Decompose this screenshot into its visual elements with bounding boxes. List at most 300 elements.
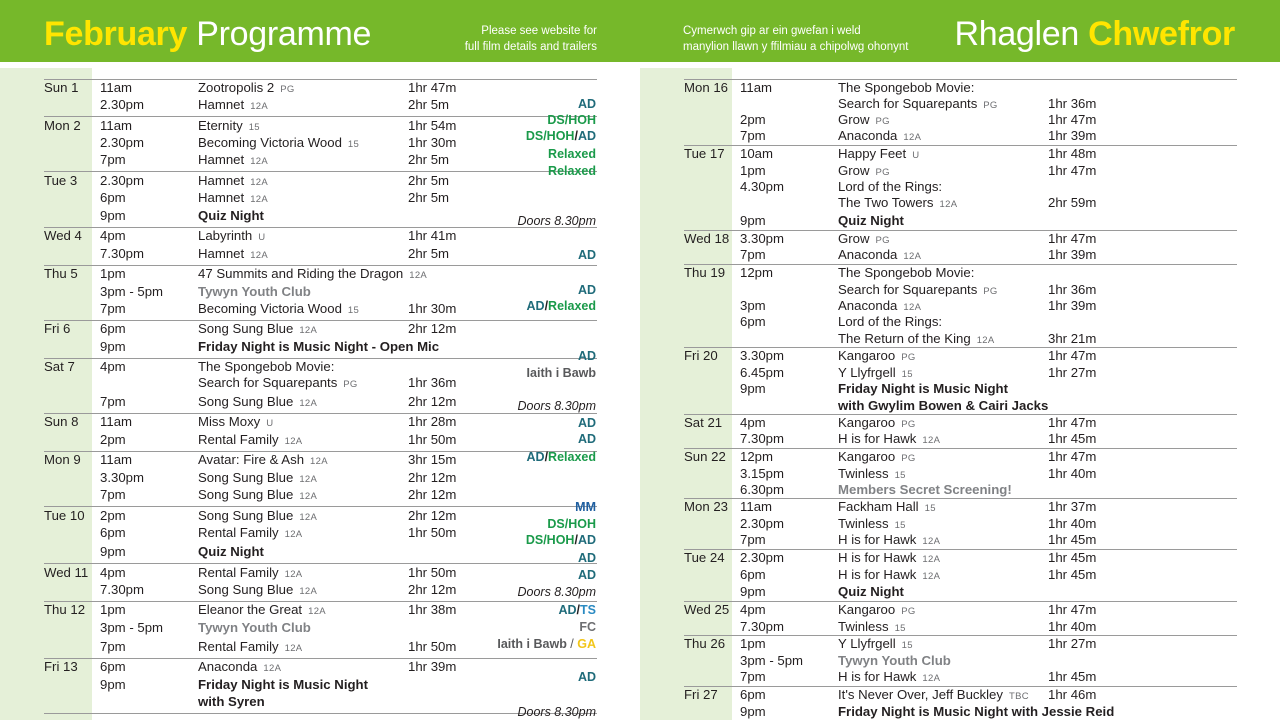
film-name: Search for Squarepants <box>838 96 978 111</box>
day-label: Sun 22 <box>684 449 726 464</box>
day-separator <box>684 635 1237 636</box>
film-name: Friday Night is Music Night <box>198 677 368 692</box>
event-title <box>838 213 904 229</box>
film-title <box>838 195 957 213</box>
day-separator <box>684 414 1237 415</box>
film-name: Becoming Victoria Wood <box>198 135 342 150</box>
tag-ds-hoh: DS/HOH <box>525 533 575 547</box>
age-rating-badge: PG <box>901 606 916 617</box>
age-rating-badge: PG <box>280 84 295 95</box>
film-name: Twinless <box>838 466 889 481</box>
day-label: Thu 5 <box>44 266 78 281</box>
event-title <box>838 398 1048 414</box>
film-name: The Spongebob Movie: <box>838 265 975 280</box>
day-label: Thu 19 <box>684 265 726 280</box>
tag-: / <box>574 129 578 143</box>
age-rating-badge: 12A <box>922 435 941 446</box>
screening-time: 6.45pm <box>740 365 784 380</box>
film-name: Tywyn Youth Club <box>838 653 951 668</box>
runtime: 2hr 5m <box>408 190 450 205</box>
screening-time: 1pm <box>100 602 126 617</box>
film-name: Miss Moxy <box>198 414 261 429</box>
screening-time: 1pm <box>740 163 766 178</box>
accessibility-tags <box>527 298 597 314</box>
screening-time: 4pm <box>740 415 766 430</box>
screening-time: 11am <box>100 80 133 95</box>
accessibility-tags <box>579 619 596 635</box>
screening-time: 2pm <box>100 432 126 447</box>
screening-time: 11am <box>100 414 133 429</box>
accessibility-tags <box>578 348 596 364</box>
runtime: 1hr 39m <box>408 659 457 674</box>
screening-time: 9pm <box>740 213 766 228</box>
age-rating-badge: PG <box>343 379 358 390</box>
runtime: 1hr 45m <box>1048 567 1097 582</box>
film-title <box>838 128 921 146</box>
film-name: Friday Night is Music Night - Open Mic <box>198 339 440 354</box>
age-rating-badge: 12A <box>250 194 268 205</box>
screening-time: 6pm <box>740 314 766 329</box>
film-name: Kangaroo <box>838 602 896 617</box>
age-rating-badge: 12A <box>299 325 318 336</box>
screening-time: 2.30pm <box>100 173 144 188</box>
age-rating-badge: 12A <box>263 663 282 674</box>
runtime: 1hr 41m <box>408 228 457 243</box>
website-note-line: manylion llawn y ffilmiau a chipolwg ohonynt <box>683 40 909 53</box>
film-name: Rental Family <box>198 432 279 447</box>
film-name: Song Sung Blue <box>198 321 294 336</box>
film-name: Anaconda <box>838 128 898 143</box>
day-label: Mon 2 <box>44 118 81 133</box>
tag-relaxed: Relaxed <box>548 299 596 313</box>
screening-time: 3pm - 5pm <box>100 284 164 299</box>
tag-ad: AD <box>577 129 596 143</box>
tag-ds-hoh: DS/HOH <box>547 517 596 531</box>
tag-relaxed: Relaxed <box>548 450 596 464</box>
age-rating-badge: 12A <box>250 156 268 167</box>
age-rating-badge: 12A <box>903 302 922 313</box>
tag-relaxed: Relaxed <box>548 147 596 161</box>
tag-ad: AD <box>526 450 545 464</box>
day-label: Mon 16 <box>684 80 728 95</box>
screening-time: 2.30pm <box>740 516 784 531</box>
film-name: The Spongebob Movie: <box>198 359 335 374</box>
event-title <box>838 482 1012 498</box>
screening-time: 9pm <box>100 208 126 223</box>
runtime: 2hr 12m <box>408 321 457 336</box>
screening-time: 7.30pm <box>100 582 144 597</box>
day-label: Tue 3 <box>44 173 78 188</box>
screening-time: 6pm <box>100 321 126 336</box>
tag-relaxed: Relaxed <box>548 164 596 178</box>
day-label: Tue 17 <box>684 146 725 161</box>
accessibility-tags <box>548 163 596 179</box>
day-label: Fri 13 <box>44 659 78 674</box>
runtime: 2hr 59m <box>1048 195 1097 210</box>
film-title <box>838 550 940 568</box>
screening-time: 9pm <box>740 381 766 396</box>
day-label: Thu 26 <box>684 636 726 651</box>
screening-time: 1pm <box>100 266 126 281</box>
screening-time: 2.30pm <box>740 550 784 565</box>
film-name: Twinless <box>838 619 889 634</box>
screening-time: 3.30pm <box>100 470 144 485</box>
film-name: Eternity <box>198 118 243 133</box>
event-title <box>838 381 1008 397</box>
age-rating-badge: 12A <box>308 606 326 617</box>
runtime: 2hr 12m <box>408 470 457 485</box>
screening-time: 4pm <box>100 565 126 580</box>
tag-iaith-i-bawb: Iaith i Bawb <box>497 637 567 651</box>
film-name: Hamnet <box>198 246 245 261</box>
film-name: Twinless <box>838 516 889 531</box>
age-rating-badge: 12A <box>250 101 268 112</box>
runtime: 1hr 27m <box>1048 636 1097 651</box>
screening-time: 1pm <box>740 636 766 651</box>
title-word: Programme <box>187 15 372 53</box>
screening-time: 11am <box>100 118 133 133</box>
age-rating-badge: 12A <box>922 673 941 684</box>
film-name: H is for Hawk <box>838 550 917 565</box>
runtime: 1hr 45m <box>1048 431 1097 446</box>
age-rating-badge: 15 <box>248 122 260 133</box>
tag-ad: AD <box>558 603 577 617</box>
screening-time: 6pm <box>100 659 126 674</box>
day-label: Mon 23 <box>684 499 728 514</box>
film-name: with Syren <box>198 694 265 709</box>
screening-time: 11am <box>740 80 773 95</box>
runtime: 2hr 5m <box>408 97 450 112</box>
tag-ad: AD <box>577 283 596 297</box>
screening-time: 7.30pm <box>100 246 144 261</box>
film-name: Fackham Hall <box>838 499 919 514</box>
runtime: 1hr 40m <box>1048 619 1097 634</box>
film-title <box>838 314 942 330</box>
film-name: Song Sung Blue <box>198 487 294 502</box>
tag-ad: AD <box>577 432 596 446</box>
screening-time: 3pm <box>740 298 766 313</box>
tag-ad: AD <box>577 349 596 363</box>
tag-ts: TS <box>580 603 596 617</box>
age-rating-badge: 12A <box>922 554 941 565</box>
screening-time: 9pm <box>740 704 766 719</box>
film-name: H is for Hawk <box>838 567 917 582</box>
age-rating-badge: 12A <box>284 643 303 654</box>
age-rating-badge: U <box>266 418 274 429</box>
runtime: 1hr 37m <box>1048 499 1097 514</box>
film-title <box>838 636 913 654</box>
tag-ad: AD <box>577 416 596 430</box>
day-label: Sun 8 <box>44 414 79 429</box>
screening-time: 2.30pm <box>100 97 144 112</box>
accessibility-tags <box>527 365 596 381</box>
website-note-line: full film details and trailers <box>464 40 597 53</box>
accessibility-tags <box>578 415 596 431</box>
day-label: Sat 21 <box>684 415 723 430</box>
website-note-line: Please see website for <box>481 25 597 37</box>
accessibility-tags <box>497 636 596 652</box>
screening-time: 2pm <box>740 112 766 127</box>
tag-ds-hoh: DS/HOH <box>525 129 575 143</box>
day-label: Wed 4 <box>44 228 82 243</box>
tag-: / <box>574 533 578 547</box>
screening-time: 7.30pm <box>740 619 784 634</box>
age-rating-badge: 12A <box>976 335 995 346</box>
film-name: Y Llyfrgell <box>838 636 896 651</box>
screening-time: 11am <box>740 499 773 514</box>
film-name: Hamnet <box>198 173 245 188</box>
accessibility-tags <box>558 602 596 618</box>
accessibility-tags <box>578 96 596 112</box>
screening-time: 9pm <box>740 584 766 599</box>
runtime: 1hr 47m <box>1048 348 1097 363</box>
film-name: Song Sung Blue <box>198 470 294 485</box>
runtime: 1hr 50m <box>408 525 457 540</box>
programme-title-welsh <box>954 14 1235 54</box>
age-rating-badge: U <box>912 150 920 161</box>
age-rating-badge: TBC <box>1008 691 1029 702</box>
film-title <box>838 687 1029 705</box>
tag-iaith-i-bawb: Iaith i Bawb <box>526 366 596 380</box>
runtime: 2hr 12m <box>408 487 457 502</box>
screening-time: 7pm <box>100 487 126 502</box>
screening-time: 7pm <box>740 247 766 262</box>
runtime: 2hr 12m <box>408 582 457 597</box>
screening-time: 9pm <box>100 677 126 692</box>
doors-time: Doors 8.30pm <box>517 705 596 719</box>
film-name: Friday Night is Music Night <box>838 381 1008 396</box>
film-name: Quiz Night <box>838 584 904 599</box>
film-name: It's Never Over, Jeff Buckley <box>838 687 1003 702</box>
accessibility-tags <box>575 499 596 515</box>
film-name: Kangaroo <box>838 415 896 430</box>
runtime: 1hr 36m <box>1048 282 1097 297</box>
runtime: 1hr 47m <box>1048 163 1097 178</box>
runtime: 1hr 28m <box>408 414 457 429</box>
day-label: Thu 12 <box>44 602 86 617</box>
age-rating-badge: PG <box>875 167 890 178</box>
runtime: 1hr 50m <box>408 639 457 654</box>
doors-time: Doors 8.30pm <box>517 585 596 599</box>
film-name: Hamnet <box>198 152 245 167</box>
runtime: 1hr 50m <box>408 565 457 580</box>
screening-time: 7pm <box>100 152 126 167</box>
tag-: / <box>544 450 549 464</box>
film-name: Grow <box>838 231 870 246</box>
runtime: 1hr 39m <box>1048 298 1097 313</box>
film-name: Rental Family <box>198 525 279 540</box>
age-rating-badge: PG <box>983 286 998 297</box>
film-name: Friday Night is Music Night with Jessie Reid <box>838 704 1115 719</box>
event-title <box>838 704 1114 720</box>
accessibility-tags <box>578 567 596 583</box>
website-note-welsh <box>683 24 923 55</box>
tag-ad: AD <box>577 551 596 565</box>
screening-time: 9pm <box>100 339 126 354</box>
runtime: 1hr 47m <box>1048 112 1097 127</box>
film-title <box>838 80 974 96</box>
age-rating-badge: 12A <box>299 512 318 523</box>
film-name: Kangaroo <box>838 348 896 363</box>
runtime: 1hr 50m <box>408 432 457 447</box>
runtime: 1hr 47m <box>408 80 457 95</box>
film-name: Zootropolis 2 <box>198 80 275 95</box>
film-name: Anaconda <box>838 298 898 313</box>
accessibility-tags <box>547 112 596 128</box>
age-rating-badge: 12A <box>250 177 268 188</box>
accessibility-tags <box>578 247 596 263</box>
age-rating-badge: 12A <box>299 474 318 485</box>
screening-time: 4.30pm <box>740 179 784 194</box>
film-name: Quiz Night <box>838 213 904 228</box>
film-name: with Gwylim Bowen & Cairi Jacks <box>838 398 1049 413</box>
runtime: 1hr 45m <box>1048 669 1097 684</box>
screening-time: 10am <box>740 146 773 161</box>
tag-mm: MM <box>575 500 596 514</box>
accessibility-tags <box>578 282 596 298</box>
film-name: Avatar: Fire & Ash <box>198 452 305 467</box>
runtime: 1hr 47m <box>1048 449 1097 464</box>
screening-time: 6pm <box>100 190 126 205</box>
age-rating-badge: 12A <box>284 436 303 447</box>
film-title <box>838 602 916 620</box>
age-rating-badge: PG <box>901 352 916 363</box>
tag-: / <box>576 603 581 617</box>
age-rating-badge: PG <box>983 100 998 111</box>
screening-time: 4pm <box>740 602 766 617</box>
film-name: Becoming Victoria Wood <box>198 301 342 316</box>
age-rating-badge: 15 <box>894 520 906 531</box>
film-name: Quiz Night <box>198 544 264 559</box>
film-name: Kangaroo <box>838 449 896 464</box>
event-title <box>838 653 951 669</box>
film-name: The Return of the King <box>838 331 971 346</box>
film-name: Quiz Night <box>198 208 264 223</box>
age-rating-badge: 15 <box>347 139 360 150</box>
day-label: Wed 18 <box>684 231 730 246</box>
day-label: Fri 6 <box>44 321 71 336</box>
film-name: Hamnet <box>198 190 245 205</box>
title-month: Chwefror <box>1088 15 1235 53</box>
tag-ga: GA <box>577 637 596 651</box>
screening-time: 3pm - 5pm <box>100 620 164 635</box>
screening-time: 7pm <box>100 394 126 409</box>
screening-time: 7pm <box>100 301 126 316</box>
runtime: 1hr 27m <box>1048 365 1097 380</box>
runtime: 1hr 47m <box>1048 415 1097 430</box>
day-label: Sun 1 <box>44 80 79 95</box>
screening-time: 6.30pm <box>740 482 784 497</box>
film-name: Lord of the Rings: <box>838 314 943 329</box>
tag-: / <box>544 299 549 313</box>
film-name: Rental Family <box>198 639 279 654</box>
film-name: Rental Family <box>198 565 279 580</box>
film-title <box>838 146 919 164</box>
film-name: The Two Towers <box>838 195 934 210</box>
runtime: 2hr 5m <box>408 152 450 167</box>
runtime: 1hr 45m <box>1048 550 1097 565</box>
accessibility-tags <box>548 146 596 162</box>
film-name: Song Sung Blue <box>198 582 294 597</box>
runtime: 1hr 54m <box>408 118 457 133</box>
title-month: February <box>44 15 188 53</box>
screening-time: 3.15pm <box>740 466 784 481</box>
screening-time: 4pm <box>100 228 126 243</box>
screening-time: 7.30pm <box>740 431 784 446</box>
film-name: Eleanor the Great <box>198 602 303 617</box>
screening-time: 4pm <box>100 359 126 374</box>
film-title <box>838 265 974 281</box>
runtime: 1hr 45m <box>1048 532 1097 547</box>
day-label: Wed 25 <box>684 602 730 617</box>
screening-time: 6pm <box>740 687 766 702</box>
age-rating-badge: 15 <box>901 640 913 651</box>
film-name: Grow <box>838 163 870 178</box>
day-label: Wed 11 <box>44 565 89 580</box>
runtime: 2hr 5m <box>408 246 450 261</box>
film-title <box>838 499 936 517</box>
tag-ad: AD <box>577 248 596 262</box>
accessibility-tags <box>547 516 596 532</box>
film-name: Y Llyfrgell <box>838 365 896 380</box>
day-label: Tue 10 <box>44 508 85 523</box>
day-label: Sat 7 <box>44 359 75 374</box>
screening-time: 7pm <box>100 639 126 654</box>
film-title <box>838 179 942 195</box>
runtime: 1hr 40m <box>1048 466 1097 481</box>
runtime: 1hr 47m <box>1048 231 1097 246</box>
day-label: Fri 20 <box>684 348 718 363</box>
runtime: 1hr 36m <box>408 375 457 390</box>
day-label: Mon 9 <box>44 452 81 467</box>
age-rating-badge: 12A <box>903 132 922 143</box>
runtime: 2hr 12m <box>408 394 457 409</box>
film-name: 47 Summits and Riding the Dragon <box>198 266 404 281</box>
film-name: Tywyn Youth Club <box>198 620 311 635</box>
film-name: H is for Hawk <box>838 532 917 547</box>
film-name: Anaconda <box>198 659 258 674</box>
film-name: Tywyn Youth Club <box>198 284 311 299</box>
day-label: Fri 27 <box>684 687 718 702</box>
title-word: Rhaglen <box>954 15 1089 53</box>
tag-ad: AD <box>526 299 545 313</box>
age-rating-badge: 12A <box>299 491 318 502</box>
runtime: 2hr 5m <box>408 173 450 188</box>
screening-time: 7pm <box>740 669 766 684</box>
screening-time: 12pm <box>740 449 773 464</box>
film-name: The Spongebob Movie: <box>838 80 975 95</box>
film-title <box>838 449 916 467</box>
day-separator <box>684 601 1237 602</box>
age-rating-badge: PG <box>901 419 916 430</box>
film-name: Song Sung Blue <box>198 394 294 409</box>
runtime: 1hr 47m <box>1048 602 1097 617</box>
tag-ad: AD <box>577 533 596 547</box>
film-name: Search for Squarepants <box>198 375 338 390</box>
film-title <box>838 567 940 585</box>
screening-time: 9pm <box>100 544 126 559</box>
screening-time: 3.30pm <box>740 348 784 363</box>
accessibility-tags <box>578 669 596 685</box>
film-title <box>838 431 940 449</box>
age-rating-badge: PG <box>901 453 916 464</box>
runtime: 1hr 30m <box>408 301 457 316</box>
tag-ad: AD <box>577 670 596 684</box>
accessibility-tags <box>578 431 596 447</box>
screening-time: 2.30pm <box>100 135 144 150</box>
screening-time: 3.30pm <box>740 231 784 246</box>
film-name: Lord of the Rings: <box>838 179 943 194</box>
